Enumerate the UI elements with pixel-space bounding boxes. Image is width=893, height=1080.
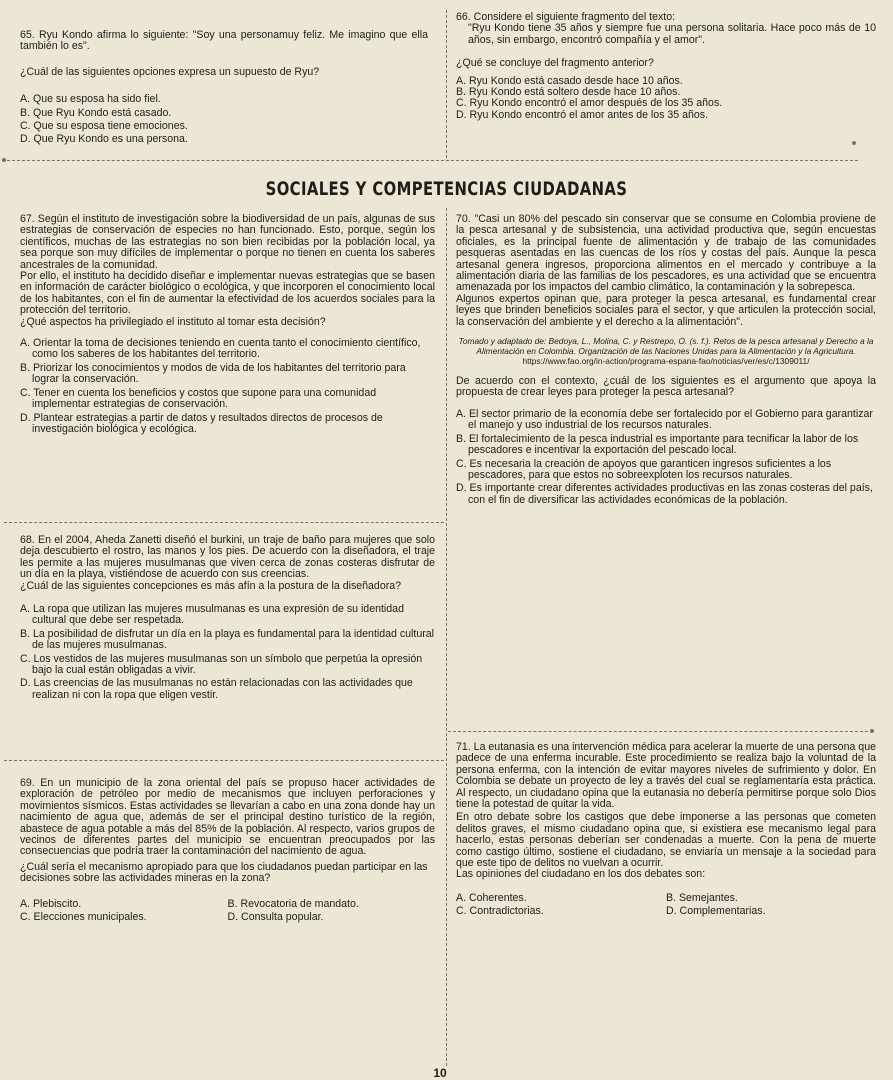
q66-quote: "Ryu Kondo tiene 35 años y siempre fue una persona solitaria. Hace poco más de 10 años, sin embargo, encontró compañía y el amor". — [468, 22, 876, 46]
q68-option-a[interactable]: A. La ropa que utilizan las mujeres musulmanas es una expresión de su identidad cultural que debe ser respetada. — [20, 603, 404, 627]
divider-dot — [870, 729, 874, 733]
q67-option-b[interactable]: B. Priorizar los conocimientos y modos de vida de los habitantes del territorio para lograr la conservación. — [20, 361, 406, 386]
q67-option-a[interactable]: A. Orientar la toma de decisiones teniendo en cuenta tanto el conocimiento científico, como los saberes de los habitantes del territorio. — [20, 337, 421, 361]
divider-dot — [852, 141, 856, 145]
q67-text: 67. Según el instituto de investigación sobre la biodiversidad de un país, algunas de sus estrategias de conservación de especies no han funcionado. Esto, porque, según los científicos, muchas de las estrategias no son bien recibidas por la población local, ya sea porque son muy difíciles de implementar o porque no tienen en cuenta los saberes ancestrales de la comunidad. — [20, 213, 435, 271]
q65-question: ¿Cuál de las siguientes opciones expresa un supuesto de Ryu? — [20, 65, 320, 78]
column-divider-bottom — [446, 208, 447, 1066]
section-divider — [2, 160, 858, 161]
page-number: 10 — [433, 1066, 447, 1080]
q68-divider — [4, 760, 444, 761]
q67-question: ¿Qué aspectos ha privilegiado el instituto al tomar esta decisión? — [20, 315, 326, 328]
question-65 — [20, 30, 428, 146]
question-70 — [456, 214, 876, 506]
q70-text: 70. "Casi un 80% del pescado sin conservar que se consume en Colombia proviene de la pesca artesanal y de subsistencia, una actividad productiva que, según encuestas oficiales, es la principal fuente de alimentación y de trabajo de las comunidades pesqueras asentadas en las cuencas de los ríos y costas del país. Aunque la pesca artesanal genera ingresos, proporciona alimentos en el mercado y contribuye a la alimentación diaria de las familias de los pescadores, es una actividad que se encuentra amenazada por los impactos del cambio climático, la contaminación y la sobrepesca. — [456, 213, 876, 294]
q71-text: 71. La eutanasia es una intervención médica para acelerar la muerte de una persona que padece de una enferma incurable. Este procedimiento se realiza bajo la voluntad de la persona enferma, con la intención de evitar mayores niveles de sufrimiento y dolor. En Colombia se debate un proyecto de ley a través del cual se reglamentaría esta práctica. Al respecto, un ciudadano opina que la eutanasia no debería permitirse porque solo Dios tiene la potestad de quitar la vida. — [456, 741, 876, 811]
q66-option-d[interactable]: D. Ryu Kondo encontró el amor antes de los 35 años. — [456, 108, 709, 121]
q70-option-d[interactable]: D. Es importante crear diferentes actividades productivas en las zonas costeras del país, con el fin de diversificar las actividades económicas de la población. — [456, 482, 873, 506]
q69-text: 69. En un municipio de la zona oriental del país se propuso hacer actividades de exploración de petróleo por medio de mecanismos que incluyen perforaciones y movimientos sísmicos. Estas actividades se llevarían a cabo en una zona donde hay un nacimiento de agua que, además de ser el principal destino turístico de la región, abastece de agua potable a más del 85% de la población. Al respecto, varios grupos de vecinos de diferentes partes del municipio se encuentran preocupados por las consecuencias que podría traer la contaminación del nacimiento de agua. — [20, 777, 435, 858]
q69-option-a[interactable]: A. Plebiscito. — [20, 897, 82, 910]
column-divider-top — [446, 10, 447, 158]
q71-question: Las opiniones del ciudadano en los dos debates son: — [456, 868, 706, 881]
q66-option-a[interactable]: A. Ryu Kondo está casado desde hace 10 años. — [456, 74, 683, 87]
q70-source: Tomado y adaptado de: Bedoya, L., Molina, C. y Restrepo, O. (s. f.). Retos de la pesca artesanal y Derecho a la Alimentación en Colombia. Organización de las Naciones Unidas para la Alimentación y la Agricultura. — [458, 336, 874, 357]
q66-option-b[interactable]: B. Ryu Kondo está soltero desde hace 10 años. — [456, 86, 681, 99]
section-title: SOCIALES Y COMPETENCIAS CIUDADANAS — [265, 178, 628, 200]
q70-option-b[interactable]: B. El fortalecimiento de la pesca industrial es importante para tecnificar la labor de los pescadores e incentivar la exportación del pescado local. — [456, 432, 859, 457]
q71-option-c[interactable]: C. Contradictorias. — [456, 905, 544, 918]
q70-text-2: Algunos expertos opinan que, para proteger la pesca artesanal, es fundamental crear leyes que brinden beneficios sociales para el sector, y que articulen la protección social, la conservación del ambiente y el derecho a la alimentación". — [456, 292, 876, 328]
q68-option-d[interactable]: D. Las creencias de las musulmanas no están relacionadas con las actividades que realizan ni con la ropa que eligen vestir. — [20, 677, 413, 701]
q70-divider — [448, 731, 873, 732]
q70-option-a[interactable]: A. El sector primario de la economía debe ser fortalecido por el Gobierno para garantizar el manejo y uso industrial de los recursos naturales. — [456, 407, 873, 432]
q65-option-c[interactable]: C. Que su esposa tiene emociones. — [20, 120, 188, 133]
q65-option-a[interactable]: A. Que su esposa ha sido fiel. — [20, 93, 161, 106]
q70-question: De acuerdo con el contexto, ¿cuál de los siguientes es el argumento que apoya la propuesta de crear leyes para proteger la pesca artesanal? — [456, 375, 876, 399]
q70-option-c[interactable]: C. Es necesaria la creación de apoyos que garanticen ingresos suficientes a los pescadores, para que estos no sobreexploten los recursos naturales. — [456, 457, 832, 481]
q69-option-c[interactable]: C. Elecciones municipales. — [20, 911, 147, 924]
question-68 — [20, 535, 435, 701]
q67-option-c[interactable]: C. Tener en cuenta los beneficios y costos que supone para una comunidad implementar estrategias de conservación. — [20, 386, 377, 411]
q71-option-b[interactable]: B. Semejantes. — [666, 891, 738, 904]
q68-option-c[interactable]: C. Los vestidos de las mujeres musulmanas son un símbolo que perpetúa la opresión bajo la cual están obligadas a vivir. — [20, 652, 423, 677]
q66-intro: 66. Considere el siguiente fragmento del texto: — [456, 11, 676, 23]
q67-divider — [4, 522, 444, 523]
q65-statement: 65. Ryu Kondo afirma lo siguiente: "Soy una personamuy feliz. Me imagino que ella también lo es". — [20, 29, 428, 53]
question-66 — [456, 12, 876, 121]
question-67 — [20, 214, 435, 435]
q70-source-link[interactable]: https://www.fao.org/in-action/programa-espana-fao/noticias/ver/es/c/1309011/ — [522, 356, 810, 367]
q67-option-d[interactable]: D. Plantear estrategias a partir de datos y resultados directos de procesos de investigación biológica y ecológica. — [20, 411, 383, 435]
q68-question: ¿Cuál de las siguientes concepciones es más afín a la postura de la diseñadora? — [20, 579, 402, 592]
q71-option-a[interactable]: A. Coherentes. — [456, 891, 527, 904]
q71-option-d[interactable]: D. Complementarias. — [666, 905, 766, 918]
q66-question: ¿Qué se concluye del fragmento anterior? — [456, 57, 654, 70]
q68-option-b[interactable]: B. La posibilidad de disfrutar un día en la playa es fundamental para la identidad cultural de las mujeres musulmanas. — [20, 627, 435, 652]
q65-option-d[interactable]: D. Que Ryu Kondo es una persona. — [20, 133, 188, 146]
q69-option-d[interactable]: D. Consulta popular. — [227, 911, 324, 924]
q66-option-c[interactable]: C. Ryu Kondo encontró el amor después de los 35 años. — [456, 97, 723, 110]
q71-text-2: En otro debate sobre los castigos que debe imponerse a las personas que cometen delitos graves, el mismo ciudadano opina que, si existiera ese mecanismo legal para hacerlo, estas personas deberían ser condenadas a muerte. Con la pena de muerte como castigo último, sostiene el ciudadano, se enviaría un mensaje a la sociedad para que este tipo de delitos no vuelvan a ocurrir. — [456, 811, 876, 870]
question-69 — [20, 778, 435, 923]
q65-option-b[interactable]: B. Que Ryu Kondo está casado. — [20, 106, 172, 119]
divider-dot — [2, 158, 6, 162]
q68-text: 68. En el 2004, Aheda Zanetti diseñó el burkini, un traje de baño para mujeres que solo deja descubierto el rostro, las manos y los pies. De acuerdo con la diseñadora, el traje les permite a las mujeres musulmanas que viven cerca de zonas costeras disfrutar de un día en la playa, vistiéndose de acuerdo con sus creencias. — [20, 534, 435, 581]
q69-option-b[interactable]: B. Revocatoria de mandato. — [227, 897, 359, 910]
question-71 — [456, 742, 876, 918]
q69-question: ¿Cuál sería el mecanismo apropiado para que los ciudadanos puedan participar en las decisiones sobre las actividades mineras en la zona? — [20, 860, 428, 885]
q67-text-2: Por ello, el instituto ha decidido diseñar e implementar nuevas estrategias que se basen en información de carácter biológico o ecológica, y que incorporen el conocimiento local de los habitantes, con el fin de aumentar la efectividad de los acuerdos sociales para la protección del territorio. — [20, 270, 435, 317]
